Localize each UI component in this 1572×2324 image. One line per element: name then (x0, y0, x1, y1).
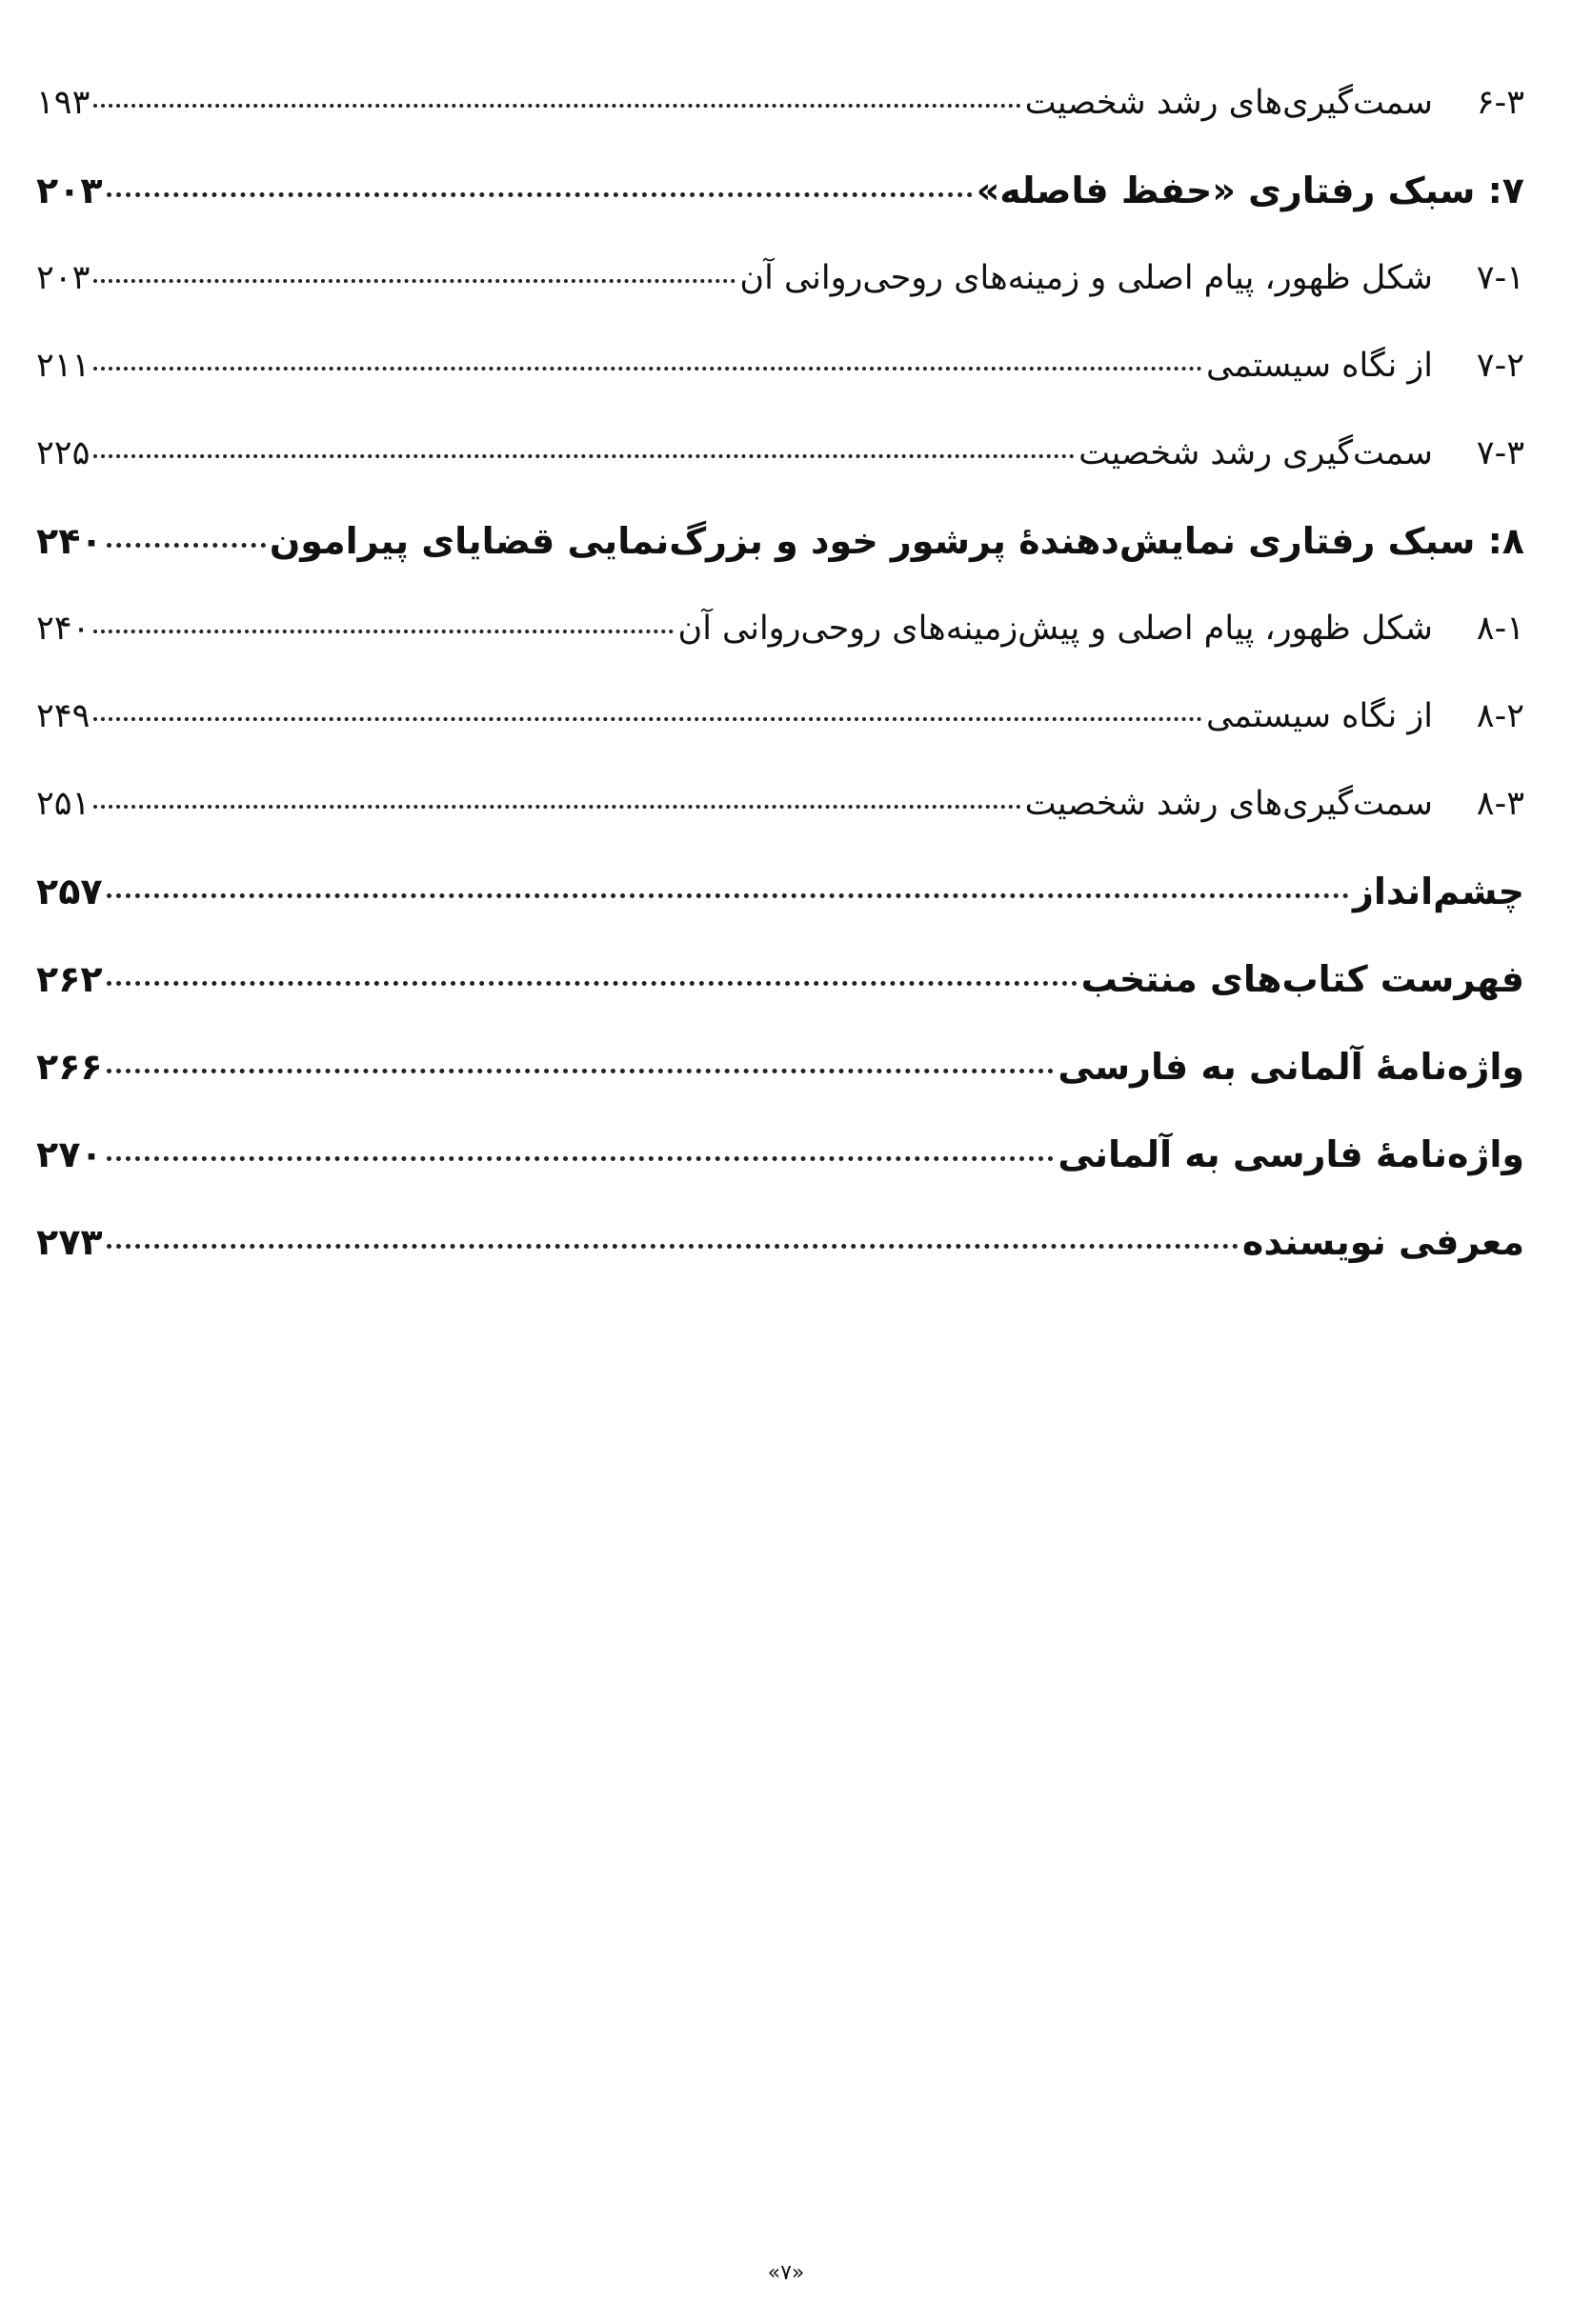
toc-entry-title: شکل ظهور، پیام اصلی و زمینه‌های روحی‌روانی آن (739, 259, 1433, 297)
leader-dots (107, 1154, 1055, 1161)
leader-dots (107, 1242, 1239, 1249)
table-of-contents (36, 55, 1524, 1282)
toc-entry-title: از نگاه سیستمی (1205, 347, 1433, 385)
toc-entry[interactable] (36, 318, 1524, 406)
toc-entry[interactable] (36, 55, 1524, 143)
leader-dots (107, 190, 973, 197)
toc-entry[interactable] (36, 756, 1524, 844)
toc-entry-page: ۲۲۵ (36, 434, 91, 472)
leader-dots (93, 102, 1020, 108)
toc-chapter-page: ۲۵۷ (36, 871, 103, 912)
toc-chapter[interactable] (36, 932, 1524, 1019)
toc-chapter[interactable] (36, 1194, 1524, 1282)
toc-chapter-page: ۲۷۰ (36, 1133, 103, 1175)
toc-entry-page: ۲۵۱ (36, 785, 91, 823)
leader-dots (93, 715, 1202, 721)
toc-chapter[interactable] (36, 1019, 1524, 1107)
toc-chapter-title: ۸: سبک رفتاری نمایش‌دهندۀ پرشور خود و بزرگ‌نمایی قضایای پیرامون (269, 520, 1524, 562)
toc-chapter[interactable] (36, 844, 1524, 932)
toc-entry-page: ۲۱۱ (36, 347, 91, 385)
toc-entry-page: ۲۰۳ (36, 259, 91, 297)
toc-chapter-page: ۲۴۰ (36, 520, 103, 562)
toc-chapter-title: واژه‌نامۀ فارسی به آلمانی (1058, 1133, 1524, 1175)
toc-entry-title: شکل ظهور، پیام اصلی و پیش‌زمینه‌های روحی‌روانی آن (677, 610, 1433, 648)
leader-dots (93, 277, 736, 283)
toc-chapter-title: معرفی نویسنده (1241, 1221, 1524, 1263)
toc-entry-number: ۷-۳ (1476, 434, 1524, 472)
toc-chapter-title: فهرست کتاب‌های منتخب (1080, 958, 1524, 1000)
leader-dots (107, 541, 266, 548)
toc-chapter-page: ۲۰۳ (36, 170, 103, 211)
leader-dots (93, 803, 1020, 809)
toc-chapter-page: ۲۶۲ (36, 958, 103, 1000)
leader-dots (93, 452, 1075, 458)
toc-entry-page: ۲۴۹ (36, 697, 91, 735)
leader-dots (93, 365, 1202, 371)
toc-entry[interactable] (36, 581, 1524, 669)
toc-entry-number: ۶-۳ (1476, 84, 1524, 122)
toc-chapter[interactable] (36, 143, 1524, 230)
toc-entry[interactable] (36, 669, 1524, 756)
leader-dots (93, 628, 674, 633)
toc-chapter-page: ۲۷۳ (36, 1221, 103, 1263)
toc-entry-title: سمت‌گیری رشد شخصیت (1078, 434, 1433, 472)
toc-entry-number: ۸-۳ (1476, 785, 1524, 823)
toc-entry-page: ۱۹۳ (36, 84, 91, 122)
toc-entry-title: از نگاه سیستمی (1205, 697, 1433, 735)
toc-chapter[interactable] (36, 1107, 1524, 1194)
toc-chapter-page: ۲۶۶ (36, 1046, 103, 1088)
toc-entry[interactable] (36, 406, 1524, 493)
leader-dots (107, 1067, 1055, 1073)
toc-entry-number: ۸-۲ (1476, 697, 1524, 735)
toc-chapter[interactable] (36, 493, 1524, 581)
toc-chapter-title: واژه‌نامۀ آلمانی به فارسی (1058, 1046, 1524, 1088)
toc-chapter-title: چشم‌انداز (1353, 871, 1524, 912)
leader-dots (107, 892, 1349, 898)
toc-entry-number: ۷-۲ (1476, 347, 1524, 385)
toc-entry-title: سمت‌گیری‌های رشد شخصیت (1024, 785, 1433, 823)
toc-chapter-title: ۷: سبک رفتاری «حفظ فاصله» (976, 170, 1524, 211)
toc-entry-number: ۸-۱ (1476, 610, 1524, 648)
leader-dots (107, 979, 1078, 986)
toc-entry-title: سمت‌گیری‌های رشد شخصیت (1024, 84, 1433, 122)
toc-entry-page: ۲۴۰ (36, 610, 91, 648)
toc-entry[interactable] (36, 230, 1524, 318)
toc-entry-number: ۷-۱ (1476, 259, 1524, 297)
page-number: «۷» (767, 2261, 805, 2285)
